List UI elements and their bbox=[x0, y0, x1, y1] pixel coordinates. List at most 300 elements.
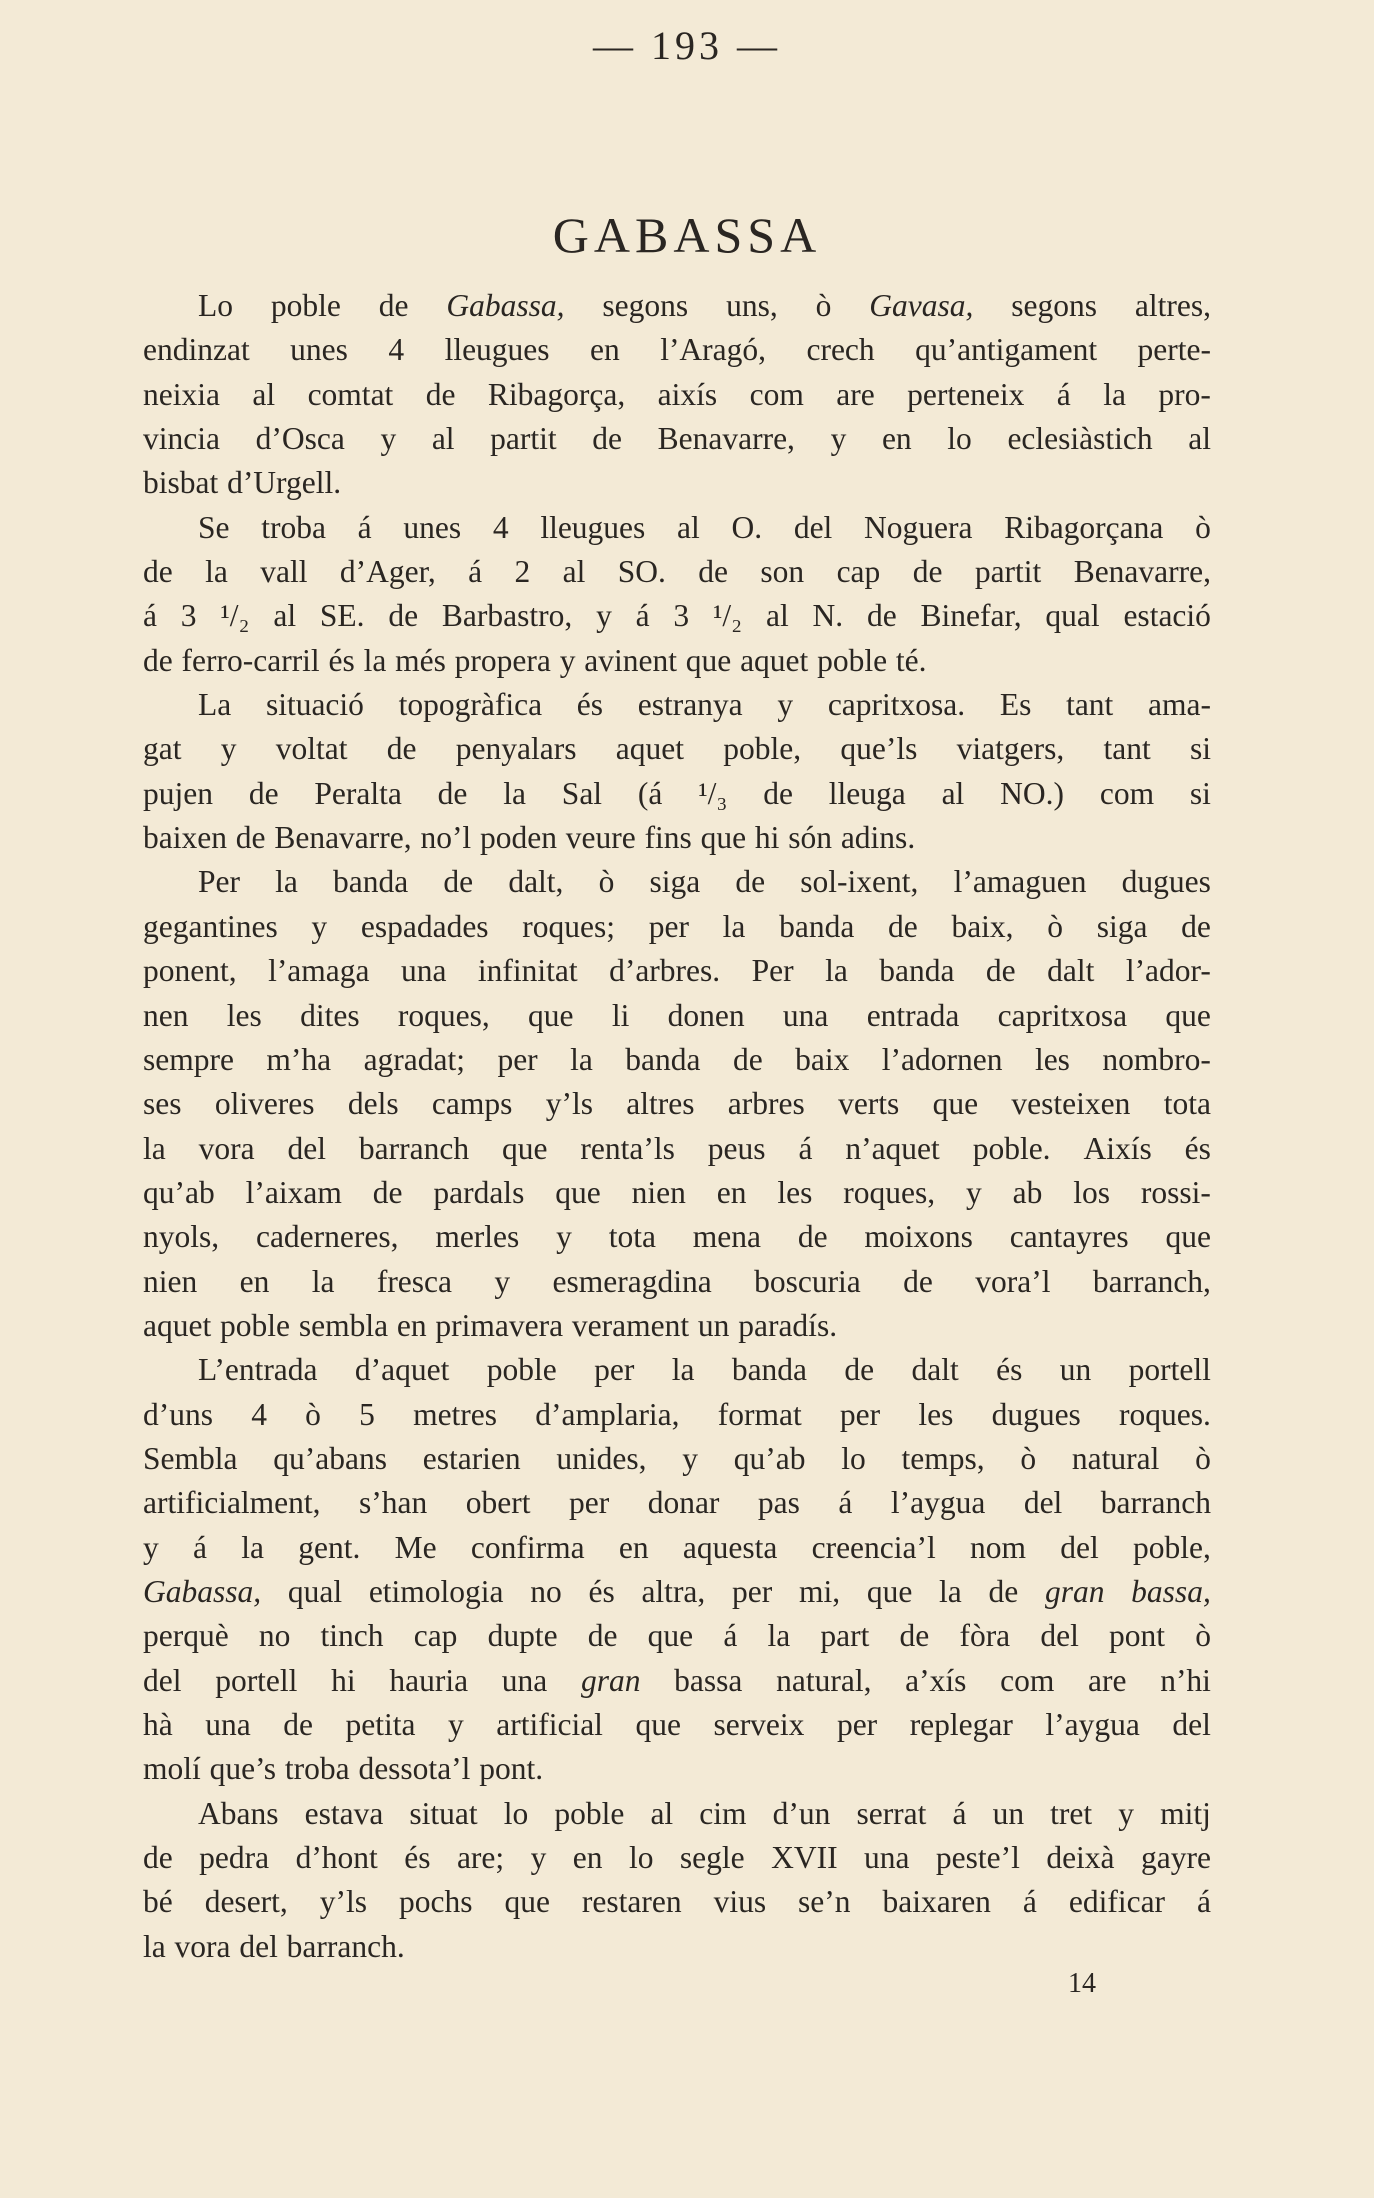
word: lleugues bbox=[540, 509, 646, 545]
word: del bbox=[287, 1130, 327, 1166]
word: de bbox=[378, 288, 409, 323]
word: obert bbox=[465, 1485, 531, 1521]
word: tant bbox=[1066, 687, 1114, 723]
word: d’Urgell. bbox=[227, 465, 342, 501]
word: comtat bbox=[307, 376, 394, 412]
word: d’uns bbox=[143, 1396, 213, 1432]
word: vora’l bbox=[975, 1263, 1051, 1299]
word: infinitat bbox=[477, 953, 578, 989]
word: ab bbox=[1012, 1174, 1043, 1210]
word: del bbox=[1172, 1707, 1211, 1742]
word: poble, bbox=[1133, 1529, 1211, 1565]
word: y bbox=[682, 1440, 699, 1476]
word: moixons bbox=[864, 1219, 973, 1255]
word: la bbox=[143, 1928, 166, 1964]
word: perte- bbox=[1137, 332, 1211, 368]
word: aixís bbox=[657, 376, 718, 412]
word: La bbox=[198, 687, 232, 723]
word: la bbox=[722, 908, 746, 944]
word: qual bbox=[287, 1573, 343, 1609]
word: ama- bbox=[1148, 687, 1211, 723]
word: poden bbox=[480, 820, 557, 856]
word: N. bbox=[812, 598, 844, 634]
word: si bbox=[1189, 731, 1211, 767]
word: pas bbox=[757, 1485, 800, 1521]
word: y bbox=[556, 1219, 572, 1255]
word: en bbox=[716, 1174, 747, 1210]
word: si bbox=[1189, 775, 1211, 811]
word: siga bbox=[1096, 908, 1148, 944]
word: l’adornen bbox=[881, 1041, 1003, 1077]
word: son bbox=[760, 554, 805, 590]
word: y bbox=[596, 598, 612, 634]
text-line bbox=[143, 1925, 1211, 1969]
word: Per bbox=[751, 953, 794, 989]
word: Per bbox=[198, 864, 240, 900]
word: d’arbres. bbox=[609, 953, 721, 989]
word: d’un bbox=[772, 1795, 831, 1831]
word: unides, bbox=[556, 1440, 647, 1476]
word: ò bbox=[1047, 908, 1064, 944]
word: poble bbox=[220, 1307, 291, 1343]
word: endinzat bbox=[143, 332, 250, 368]
word: a’xís bbox=[905, 1662, 967, 1698]
word: petita bbox=[345, 1707, 416, 1742]
word: bassa bbox=[674, 1662, 743, 1698]
word: dalt, bbox=[508, 864, 564, 900]
word: 3 bbox=[673, 598, 690, 634]
word: Benavarre, bbox=[657, 421, 795, 457]
word: hi bbox=[754, 820, 780, 856]
word: l’amaga bbox=[268, 953, 370, 989]
word: á bbox=[1056, 376, 1071, 412]
word: fresca bbox=[376, 1263, 453, 1299]
word: de bbox=[235, 820, 266, 856]
word: 2 bbox=[514, 554, 531, 590]
word: que bbox=[502, 1130, 548, 1166]
word: en bbox=[590, 332, 620, 368]
word: are bbox=[1088, 1662, 1127, 1698]
word: á bbox=[952, 1795, 967, 1831]
word: la bbox=[1103, 376, 1126, 412]
word: un bbox=[1059, 1352, 1092, 1388]
word: és bbox=[1184, 1130, 1211, 1166]
word: una bbox=[864, 1840, 910, 1876]
word: estranya bbox=[637, 687, 743, 723]
word: d’aquet bbox=[354, 1352, 450, 1388]
word: á bbox=[468, 554, 483, 590]
page-title: GABASSA bbox=[552, 206, 822, 263]
word: vius bbox=[713, 1884, 767, 1920]
body-text bbox=[143, 284, 1211, 1969]
word: gat bbox=[143, 731, 182, 767]
word: voltat bbox=[275, 731, 348, 767]
word: de bbox=[866, 598, 897, 634]
word: crech bbox=[806, 332, 875, 368]
word: d’Osca bbox=[255, 421, 345, 457]
word: Benavarre, bbox=[274, 820, 412, 856]
word: al bbox=[650, 1795, 674, 1831]
text-line bbox=[143, 1481, 1211, 1525]
word: de bbox=[425, 376, 456, 412]
text-line bbox=[143, 860, 1211, 904]
word: qu’abans bbox=[273, 1440, 387, 1476]
word: que bbox=[528, 997, 574, 1033]
word: primavera bbox=[435, 1307, 564, 1343]
word: gran bbox=[1044, 1573, 1105, 1609]
word: 4 bbox=[492, 509, 509, 545]
word: altres, bbox=[1134, 288, 1211, 323]
word: de bbox=[248, 775, 279, 811]
word: de bbox=[143, 554, 173, 590]
word: al bbox=[273, 598, 297, 634]
word: unes bbox=[290, 332, 348, 368]
word: caderneres, bbox=[255, 1219, 399, 1255]
word: paradís. bbox=[738, 1307, 838, 1343]
word: aquet bbox=[740, 642, 809, 678]
word: Gabassa, bbox=[143, 1573, 262, 1609]
word: és bbox=[996, 1352, 1023, 1388]
word: ò bbox=[1020, 1440, 1037, 1476]
word: donar bbox=[647, 1485, 720, 1521]
word: de bbox=[763, 775, 793, 811]
word: gegantines bbox=[143, 908, 278, 944]
word: dalt bbox=[911, 1352, 959, 1388]
word: ¹/₃ bbox=[698, 775, 728, 811]
word: agradat; bbox=[363, 1041, 466, 1077]
word: ò bbox=[1195, 1440, 1211, 1476]
word: per bbox=[594, 1352, 635, 1388]
word: Es bbox=[999, 687, 1032, 723]
word: dalt bbox=[1047, 953, 1095, 989]
word: de bbox=[912, 554, 943, 590]
word: Noguera bbox=[864, 509, 973, 545]
word: la bbox=[311, 1263, 335, 1299]
word: pro- bbox=[1158, 376, 1211, 412]
word: pujen bbox=[143, 775, 213, 811]
word: que bbox=[932, 1086, 979, 1122]
word: oliveres bbox=[214, 1086, 315, 1122]
word: una bbox=[501, 1662, 548, 1698]
word: la bbox=[767, 1618, 791, 1654]
word: nombro- bbox=[1102, 1041, 1211, 1077]
word: qual bbox=[1045, 598, 1100, 634]
word: Me bbox=[394, 1529, 437, 1565]
word: portell bbox=[215, 1662, 298, 1698]
word: artificialment, bbox=[143, 1485, 321, 1521]
word: Ribagorçana bbox=[1004, 509, 1164, 545]
word: un bbox=[697, 1307, 730, 1343]
word: al bbox=[562, 554, 586, 590]
word: segons bbox=[602, 288, 689, 323]
word: y bbox=[311, 908, 328, 944]
text-line bbox=[143, 772, 1211, 816]
word: gran bbox=[580, 1662, 641, 1698]
word: al bbox=[252, 376, 276, 412]
word: l’aixam bbox=[245, 1174, 342, 1210]
text-line bbox=[143, 1880, 1211, 1924]
word: tret bbox=[1050, 1795, 1093, 1831]
word: n’hi bbox=[1160, 1662, 1211, 1698]
word: barranch, bbox=[1092, 1263, 1211, 1299]
word: y bbox=[830, 421, 847, 457]
word: eclesiàstich bbox=[1007, 421, 1153, 457]
word: verament bbox=[571, 1307, 690, 1343]
word: pont. bbox=[479, 1751, 544, 1787]
word: dugues bbox=[991, 1396, 1081, 1432]
word: lleuga bbox=[828, 775, 906, 811]
word: y bbox=[559, 642, 576, 678]
text-line bbox=[143, 550, 1211, 594]
word: se’n bbox=[798, 1884, 851, 1920]
word: ò bbox=[598, 864, 615, 900]
word: veure bbox=[565, 820, 636, 856]
word: viatgers, bbox=[956, 731, 1065, 767]
word: de bbox=[143, 1840, 173, 1876]
word: hà bbox=[143, 1707, 173, 1742]
word: Benavarre, bbox=[1073, 554, 1211, 590]
word: la bbox=[671, 1352, 695, 1388]
word: que bbox=[635, 1707, 681, 1742]
word: y bbox=[965, 1174, 982, 1210]
word: entrada bbox=[866, 997, 960, 1033]
word: Gavasa, bbox=[869, 288, 974, 323]
word: nom bbox=[970, 1529, 1027, 1565]
word: barranch bbox=[358, 1130, 470, 1166]
word: avinent bbox=[584, 642, 677, 678]
word: Se bbox=[198, 509, 230, 545]
word: á bbox=[357, 509, 372, 545]
word: l’aygua bbox=[890, 1485, 986, 1521]
word: y bbox=[380, 421, 397, 457]
word: Abans bbox=[198, 1795, 279, 1831]
word: pochs bbox=[398, 1884, 473, 1920]
text-line bbox=[143, 461, 1211, 505]
word: al bbox=[431, 421, 455, 457]
word: y bbox=[447, 1707, 464, 1742]
word: cap bbox=[413, 1618, 458, 1654]
text-line bbox=[143, 506, 1211, 550]
text-line bbox=[143, 1393, 1211, 1437]
word: segle bbox=[679, 1840, 745, 1876]
text-line bbox=[143, 816, 1211, 860]
word: temps, bbox=[901, 1440, 985, 1476]
word: com bbox=[1099, 775, 1155, 811]
word: la bbox=[939, 1573, 962, 1609]
word: vesteixen bbox=[1011, 1086, 1131, 1122]
text-line bbox=[143, 1703, 1211, 1747]
word: estació bbox=[1123, 598, 1211, 634]
word: donen bbox=[667, 997, 745, 1033]
word: natural, bbox=[776, 1662, 872, 1698]
word: artificial bbox=[496, 1707, 603, 1742]
word: nyols, bbox=[143, 1219, 220, 1255]
word: creencia’l bbox=[811, 1529, 936, 1565]
word: és bbox=[404, 1840, 431, 1876]
word: L’entrada bbox=[198, 1352, 318, 1388]
word: y’ls bbox=[319, 1884, 368, 1920]
word: més bbox=[395, 642, 446, 678]
word: restaren bbox=[581, 1884, 682, 1920]
word: troba bbox=[284, 1751, 350, 1787]
word: de bbox=[143, 642, 173, 678]
word: cantayres bbox=[1009, 1219, 1129, 1255]
word: y bbox=[220, 731, 237, 767]
word: qu’ab bbox=[733, 1440, 806, 1476]
word: altra, bbox=[641, 1573, 706, 1609]
word: poble, bbox=[723, 731, 802, 767]
text-line bbox=[143, 1747, 1211, 1791]
word: de bbox=[732, 1041, 763, 1077]
word: altres bbox=[626, 1086, 695, 1122]
word: ponent, bbox=[143, 953, 237, 989]
word: ¹/₂ bbox=[712, 598, 743, 634]
word: de bbox=[592, 421, 623, 457]
word: estava bbox=[304, 1795, 384, 1831]
word: barranch. bbox=[286, 1928, 405, 1964]
text-line bbox=[143, 1437, 1211, 1481]
word: que bbox=[1165, 1219, 1211, 1255]
text-line bbox=[143, 1304, 1211, 1348]
word: baixaren bbox=[882, 1884, 991, 1920]
word: la bbox=[143, 1130, 166, 1166]
word: tota bbox=[608, 1219, 656, 1255]
word: en bbox=[239, 1263, 270, 1299]
word: per bbox=[839, 1396, 881, 1432]
text-line bbox=[143, 284, 1211, 328]
word: aquesta bbox=[682, 1529, 778, 1565]
word: nien bbox=[631, 1174, 686, 1210]
word: rossi- bbox=[1140, 1174, 1211, 1210]
word: bé bbox=[143, 1884, 173, 1920]
word: en bbox=[881, 421, 912, 457]
word: capritxosa bbox=[997, 997, 1128, 1033]
word: de bbox=[372, 1174, 403, 1210]
word: y bbox=[777, 687, 794, 723]
word: que’s bbox=[209, 1751, 277, 1787]
text-line bbox=[143, 1215, 1211, 1259]
word: replegar bbox=[909, 1707, 1013, 1742]
word: ò bbox=[1195, 1618, 1211, 1654]
word: (á bbox=[637, 775, 663, 811]
text-line bbox=[143, 1260, 1211, 1304]
word: d’Ager, bbox=[339, 554, 436, 590]
word: són bbox=[788, 820, 833, 856]
word: troba bbox=[261, 509, 326, 545]
word: siga bbox=[649, 864, 701, 900]
word: les bbox=[226, 997, 262, 1033]
word: poble bbox=[486, 1352, 557, 1388]
text-line bbox=[143, 1792, 1211, 1836]
word: á bbox=[798, 1130, 813, 1166]
word: una bbox=[400, 953, 447, 989]
word: tinch bbox=[320, 1618, 384, 1654]
word: de bbox=[443, 864, 474, 900]
word: és bbox=[576, 687, 604, 723]
word: la bbox=[275, 864, 298, 900]
word: aquet bbox=[615, 731, 684, 767]
word: és bbox=[588, 1573, 615, 1609]
word: lo bbox=[841, 1440, 866, 1476]
word: á bbox=[1197, 1884, 1211, 1920]
word: lo bbox=[503, 1795, 529, 1831]
word: perteneix bbox=[907, 376, 1025, 412]
word: edificar bbox=[1068, 1884, 1166, 1920]
word: fins bbox=[644, 820, 692, 856]
word: banda bbox=[731, 1352, 808, 1388]
word: y’ls bbox=[545, 1086, 593, 1122]
word: l’Aragó, bbox=[660, 332, 767, 368]
word: lo bbox=[628, 1840, 654, 1876]
word: Aixís bbox=[1083, 1130, 1152, 1166]
word: que bbox=[1165, 997, 1211, 1033]
word: situat bbox=[409, 1795, 478, 1831]
text-line bbox=[143, 727, 1211, 771]
word: ò bbox=[1195, 509, 1211, 545]
word: ¹/₂ bbox=[220, 598, 250, 634]
word: natural bbox=[1071, 1440, 1160, 1476]
word: banda bbox=[625, 1041, 701, 1077]
word: part bbox=[820, 1618, 870, 1654]
word: fòra bbox=[959, 1618, 1011, 1654]
word: tant bbox=[1103, 731, 1151, 767]
word: lo bbox=[947, 421, 972, 457]
word: penyalars bbox=[455, 731, 577, 767]
word: vora bbox=[198, 1130, 255, 1166]
word: aquet bbox=[143, 1307, 212, 1343]
word: per bbox=[836, 1707, 878, 1742]
word: com bbox=[1000, 1662, 1055, 1698]
word: vincia bbox=[143, 421, 220, 457]
word: la bbox=[363, 642, 387, 678]
word: del bbox=[1060, 1529, 1099, 1565]
word: y bbox=[1118, 1795, 1134, 1831]
word: de bbox=[437, 775, 468, 811]
word: del bbox=[143, 1662, 182, 1698]
word: ò bbox=[815, 288, 832, 323]
word: á bbox=[723, 1618, 738, 1654]
word: al bbox=[677, 509, 700, 545]
word: topogràfica bbox=[398, 687, 543, 723]
word: nien bbox=[143, 1263, 198, 1299]
word: mitj bbox=[1160, 1795, 1211, 1831]
word: gent. bbox=[298, 1529, 361, 1565]
word: de bbox=[388, 598, 419, 634]
word: per bbox=[497, 1041, 538, 1077]
text-line bbox=[143, 1171, 1211, 1215]
text-line bbox=[143, 683, 1211, 727]
word: no bbox=[258, 1618, 291, 1654]
word: pont bbox=[1109, 1618, 1166, 1654]
text-line bbox=[143, 949, 1211, 993]
word: ferro-carril bbox=[181, 642, 320, 678]
word: per bbox=[568, 1485, 610, 1521]
text-line bbox=[143, 373, 1211, 417]
word: confirma bbox=[470, 1529, 585, 1565]
word: que bbox=[685, 642, 732, 678]
word: de bbox=[797, 1219, 828, 1255]
word: bassa, bbox=[1131, 1573, 1211, 1609]
word: al bbox=[765, 598, 789, 634]
word: de bbox=[386, 731, 417, 767]
word: serveix bbox=[713, 1707, 805, 1742]
word: O. bbox=[731, 509, 763, 545]
word: que bbox=[866, 1573, 913, 1609]
word: vora bbox=[174, 1928, 231, 1964]
word: Sembla bbox=[143, 1440, 238, 1476]
word: gayre bbox=[1140, 1840, 1211, 1876]
word: per bbox=[648, 908, 689, 944]
